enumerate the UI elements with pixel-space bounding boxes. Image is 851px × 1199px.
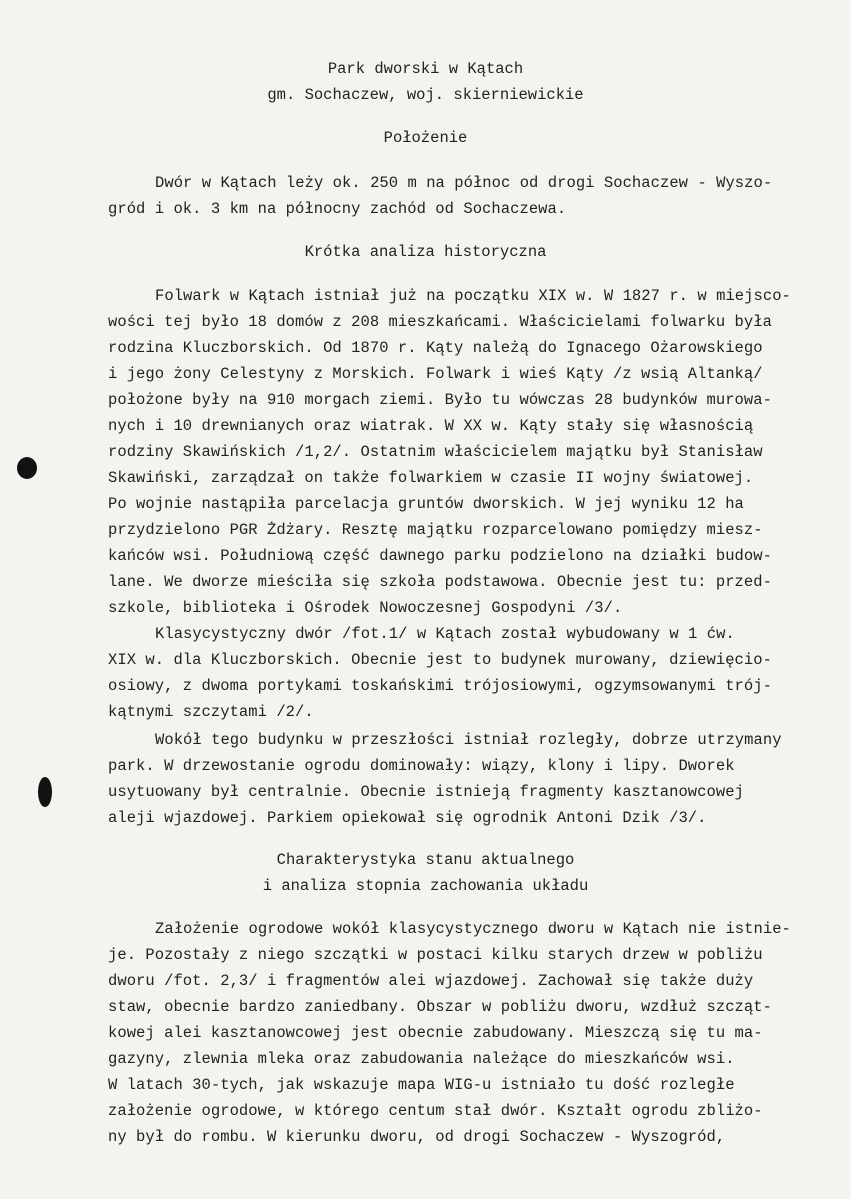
section-heading-charakterystyka-1: Charakterystyka stanu aktualnego <box>276 851 575 869</box>
text-line: je. Pozostały z niego szczątki w postaci kilku starych drzew w pobliżu <box>108 946 763 964</box>
text-line: wości tej było 18 domów z 208 mieszkańcami. Właścicielami folwarku była <box>108 313 772 331</box>
text-line: staw, obecnie bardzo zaniedbany. Obszar w pobliżu dworu, wzdłuż szcząt- <box>108 998 772 1016</box>
text-line: założenie ogrodowe, w którego centum stał dwór. Kształt ogrodu zbliżo- <box>108 1102 763 1120</box>
section-heading-historia: Krótka analiza historyczna <box>304 243 547 261</box>
text-line: dworu /fot. 2,3/ i fragmentów alei wjazdowej. Zachował się także duży <box>108 972 754 990</box>
text-line: Skawiński, zarządzał on także folwarkiem w czasie II wojny światowej. <box>108 469 754 487</box>
text-line: położone były na 910 morgach ziemi. Było tu wówczas 28 budynków murowa- <box>108 391 772 409</box>
text-line: lane. We dworze mieściła się szkoła podstawowa. Obecnie jest tu: przed- <box>108 573 772 591</box>
text-line: Wokół tego budynku w przeszłości istniał rozległy, dobrze utrzymany <box>155 731 782 749</box>
text-line: Założenie ogrodowe wokół klasycystycznego dworu w Kątach nie istnie- <box>155 920 791 938</box>
text-line: W latach 30-tych, jak wskazuje mapa WIG-u istniało tu dość rozległe <box>108 1076 735 1094</box>
text-line: park. W drzewostanie ogrodu dominowały: wiązy, klony i lipy. Dworek <box>108 757 735 775</box>
text-line: nych i 10 drewnianych oraz wiatrak. W XX w. Kąty stały się własnością <box>108 417 754 435</box>
text-line: ny był do rombu. W kierunku dworu, od drogi Sochaczew - Wyszogród, <box>108 1128 726 1146</box>
text-line: gród i ok. 3 km na północny zachód od Sochaczewa. <box>108 200 567 218</box>
text-line: Po wojnie nastąpiła parcelacja gruntów dworskich. W jej wyniku 12 ha <box>108 495 744 513</box>
section-heading-charakterystyka-2: i analiza stopnia zachowania układu <box>262 877 589 895</box>
text-line: Dwór w Kątach leży ok. 250 m na północ od drogi Sochaczew - Wyszo- <box>155 174 773 192</box>
text-line: Klasycystyczny dwór /fot.1/ w Kątach został wybudowany w 1 ćw. <box>155 625 735 643</box>
text-line: Folwark w Kątach istniał już na początku XIX w. W 1827 r. w miejsco- <box>155 287 791 305</box>
text-line: usytuowany był centralnie. Obecnie istnieją fragmenty kasztanowcowej <box>108 783 744 801</box>
text-line: szkole, biblioteka i Ośrodek Nowoczesnej Gospodyni /3/. <box>108 599 623 617</box>
punch-hole <box>17 457 37 479</box>
text-line: osiowy, z dwoma portykami toskańskimi trójosiowymi, ogzymsowanymi trój- <box>108 677 772 695</box>
text-line: kowej alei kasztanowcowej jest obecnie zabudowany. Mieszczą się tu ma- <box>108 1024 763 1042</box>
text-line: i jego żony Celestyny z Morskich. Folwark i wieś Kąty /z wsią Altanką/ <box>108 365 763 383</box>
text-line: gazyny, zlewnia mleka oraz zabudowania należące do mieszkańców wsi. <box>108 1050 735 1068</box>
text-line: kątnymi szczytami /2/. <box>108 703 314 721</box>
text-line: przydzielono PGR Żdżary. Resztę majątku rozparcelowano pomiędzy miesz- <box>108 521 763 539</box>
section-heading-polozenie: Położenie <box>383 129 468 147</box>
title-line-2: gm. Sochaczew, woj. skierniewickie <box>267 86 584 104</box>
punch-hole <box>38 777 52 807</box>
text-line: rodzina Kluczborskich. Od 1870 r. Kąty należą do Ignacego Ożarowskiego <box>108 339 763 357</box>
text-line: rodziny Skawińskich /1,2/. Ostatnim właścicielem majątku był Stanisław <box>108 443 763 461</box>
text-line: XIX w. dla Kluczborskich. Obecnie jest to budynek murowany, dziewięcio- <box>108 651 772 669</box>
text-line: kańców wsi. Południową część dawnego parku podzielono na działki budow- <box>108 547 772 565</box>
title-line-1: Park dworski w Kątach <box>327 60 524 78</box>
text-line: aleji wjazdowej. Parkiem opiekował się ogrodnik Antoni Dzik /3/. <box>108 809 707 827</box>
